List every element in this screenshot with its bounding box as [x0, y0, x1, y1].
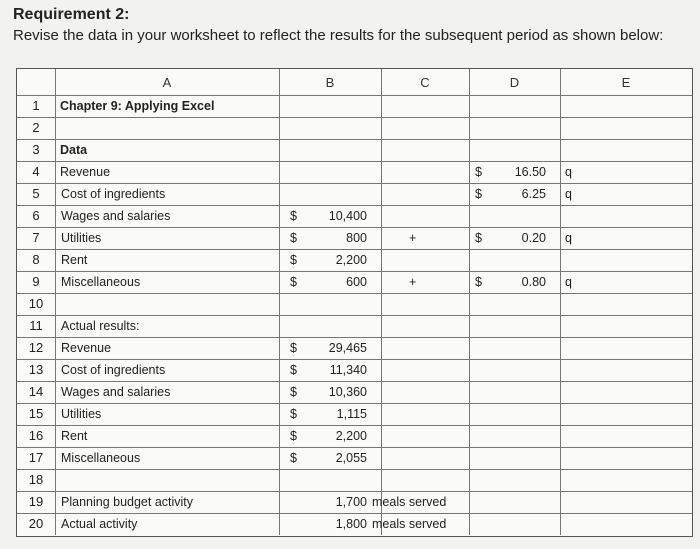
cell-c-value[interactable]: meals served: [372, 495, 447, 509]
grid-line-horizontal: [17, 161, 692, 162]
grid-line-vertical: [469, 69, 470, 535]
cell-a-label[interactable]: Actual activity: [61, 517, 138, 531]
cell-b-value[interactable]: 29,465: [328, 341, 367, 355]
column-header-d[interactable]: D: [509, 74, 520, 90]
cell-b-dollar-sign[interactable]: $: [290, 253, 297, 267]
row-number[interactable]: 20: [28, 516, 44, 531]
row-number[interactable]: 17: [28, 450, 44, 465]
cell-b-dollar-sign[interactable]: $: [290, 429, 297, 443]
cell-b-value[interactable]: 1,700: [335, 495, 367, 509]
cell-b-value[interactable]: 11,340: [329, 363, 367, 377]
grid-line-horizontal: [17, 469, 692, 470]
cell-b-dollar-sign[interactable]: $: [290, 407, 297, 421]
cell-a-label[interactable]: Miscellaneous: [61, 275, 141, 289]
cell-d-value[interactable]: 0.20: [521, 231, 546, 245]
cell-d-value[interactable]: 0.80: [521, 275, 546, 289]
cell-a-label[interactable]: Utilities: [61, 231, 102, 245]
cell-a-label[interactable]: Miscellaneous: [61, 451, 141, 465]
cell-a-label[interactable]: Revenue: [61, 341, 112, 355]
row-number[interactable]: 15: [28, 406, 44, 421]
cell-b-value[interactable]: 10,360: [328, 385, 367, 399]
cell-a-label[interactable]: Rent: [61, 429, 88, 443]
cell-e-value[interactable]: q: [565, 165, 572, 179]
cell-b-value[interactable]: 10,400: [328, 209, 367, 223]
grid-line-vertical: [55, 69, 56, 535]
cell-d-dollar-sign[interactable]: $: [475, 165, 482, 179]
row-number[interactable]: 14: [28, 384, 44, 399]
cell-d-dollar-sign[interactable]: $: [475, 275, 482, 289]
cell-c-value[interactable]: +: [409, 231, 417, 245]
cell-b-value[interactable]: 600: [346, 275, 367, 289]
cell-b-dollar-sign[interactable]: $: [290, 275, 297, 289]
cell-a-label[interactable]: Wages and salaries: [61, 209, 171, 223]
cell-d-value[interactable]: 16.50: [514, 165, 546, 179]
row-number[interactable]: 2: [32, 120, 40, 135]
grid-line-horizontal: [17, 139, 692, 140]
cell-b-value[interactable]: 1,800: [335, 517, 367, 531]
row-number[interactable]: 7: [32, 230, 40, 245]
cell-a-label[interactable]: Actual results:: [61, 319, 140, 333]
row-number[interactable]: 3: [32, 142, 40, 157]
cell-b-value[interactable]: 1,115: [336, 407, 367, 421]
row-number[interactable]: 11: [29, 318, 43, 333]
row-number[interactable]: 4: [32, 164, 40, 179]
row-number[interactable]: 18: [28, 472, 44, 487]
cell-b-value[interactable]: 2,055: [335, 451, 367, 465]
row-number[interactable]: 19: [28, 494, 44, 509]
cell-a-label[interactable]: Rent: [61, 253, 88, 267]
cell-c-value[interactable]: meals served: [372, 517, 447, 531]
row-number[interactable]: 5: [32, 186, 40, 201]
spreadsheet: [16, 68, 693, 537]
row-number[interactable]: 9: [32, 274, 40, 289]
grid-line-horizontal: [17, 117, 692, 118]
cell-d-dollar-sign[interactable]: $: [475, 231, 482, 245]
row-number[interactable]: 8: [32, 252, 40, 267]
cell-e-value[interactable]: q: [565, 231, 572, 245]
column-header-c[interactable]: C: [420, 74, 430, 90]
cell-a-label[interactable]: Planning budget activity: [61, 495, 194, 509]
cell-b-dollar-sign[interactable]: $: [290, 231, 297, 245]
grid-line-vertical: [381, 69, 382, 535]
cell-b-value[interactable]: 800: [346, 231, 367, 245]
column-header-e[interactable]: E: [621, 74, 631, 90]
cell-a-label[interactable]: Revenue: [60, 165, 111, 179]
cell-a-label[interactable]: Chapter 9: Applying Excel: [60, 99, 215, 113]
cell-c-value[interactable]: +: [409, 275, 417, 289]
cell-d-dollar-sign[interactable]: $: [475, 187, 482, 201]
row-number[interactable]: 10: [28, 296, 44, 311]
cell-a-label[interactable]: Cost of ingredients: [61, 187, 166, 201]
row-number[interactable]: 1: [32, 98, 40, 113]
cell-a-label[interactable]: Utilities: [61, 407, 102, 421]
cell-a-label[interactable]: Cost of ingredients: [61, 363, 166, 377]
cell-a-label[interactable]: Wages and salaries: [61, 385, 171, 399]
row-number[interactable]: 16: [28, 428, 44, 443]
cell-b-dollar-sign[interactable]: $: [290, 363, 297, 377]
cell-b-value[interactable]: 2,200: [335, 429, 367, 443]
grid-line-horizontal: [17, 293, 692, 294]
cell-b-dollar-sign[interactable]: $: [290, 209, 297, 223]
cell-b-value[interactable]: 2,200: [335, 253, 367, 267]
cell-b-dollar-sign[interactable]: $: [290, 385, 297, 399]
row-number[interactable]: 12: [28, 340, 44, 355]
column-header-b[interactable]: B: [325, 74, 335, 90]
grid-line-vertical: [560, 69, 561, 535]
cell-e-value[interactable]: q: [565, 187, 572, 201]
cell-d-value[interactable]: 6.25: [521, 187, 546, 201]
column-header-a[interactable]: A: [162, 74, 172, 90]
cell-a-label[interactable]: Data: [60, 143, 88, 157]
cell-b-dollar-sign[interactable]: $: [290, 451, 297, 465]
row-number[interactable]: 13: [28, 362, 44, 377]
row-number[interactable]: 6: [32, 208, 40, 223]
requirement-text: Revise the data in your worksheet to reflect the results for the subsequent period as shown below:: [13, 27, 664, 44]
cell-e-value[interactable]: q: [565, 275, 572, 289]
cell-b-dollar-sign[interactable]: $: [290, 341, 297, 355]
requirement-title: Requirement 2:: [13, 6, 130, 23]
